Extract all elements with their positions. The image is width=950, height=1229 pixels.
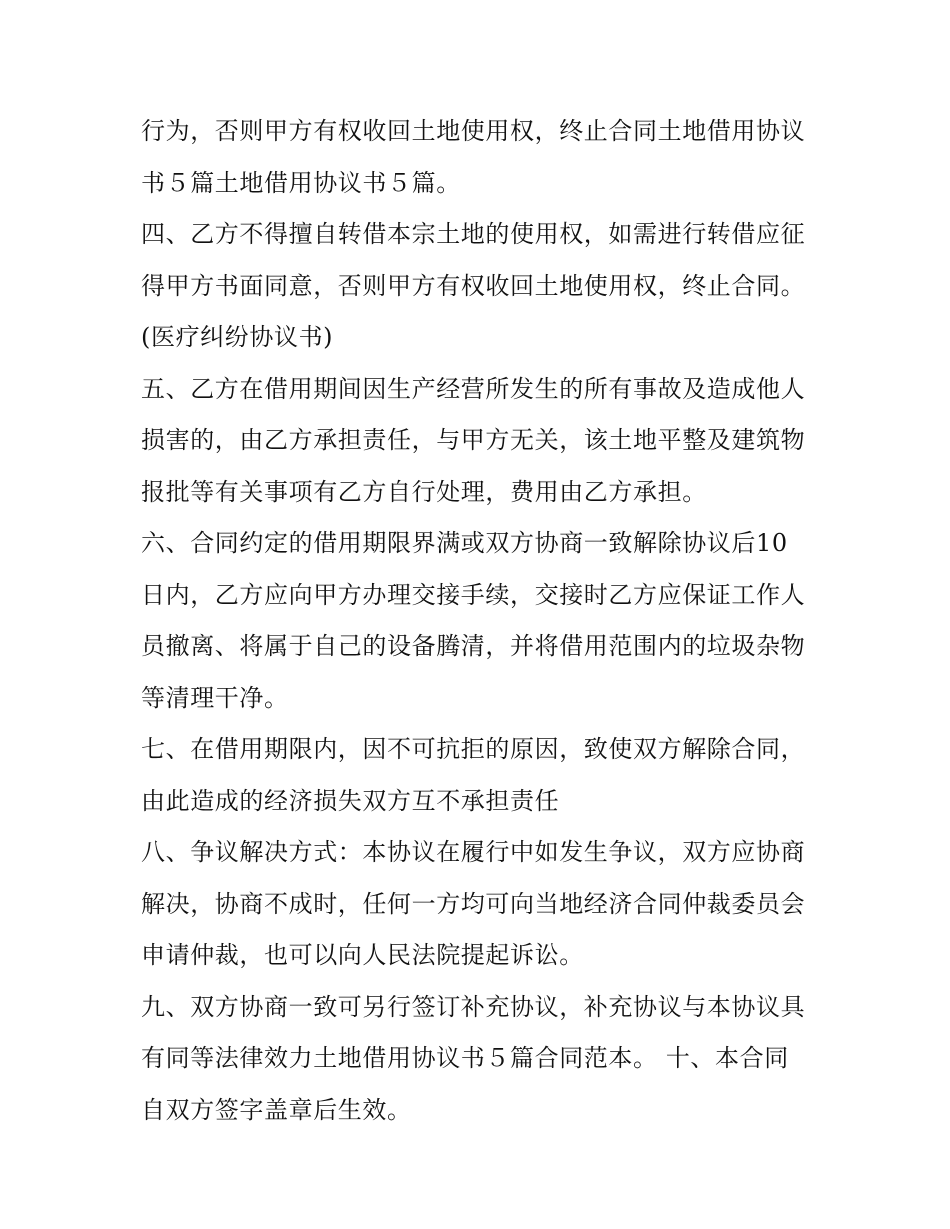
text-line: 九、双方协商一致可另行签订补充协议，补充协议与本协议具: [141, 992, 806, 1021]
text-line: 由此造成的经济损失双方互不承担责任: [141, 786, 560, 815]
text-line: 有同等法律效力土地借用协议书５篇合同范本。 十、本合同: [141, 1044, 789, 1072]
text-line: 六、合同约定的借用期限界满或双方协商一致解除协议后10: [141, 529, 788, 557]
text-line: 报批等有关事项有乙方自行处理，费用由乙方承担。: [141, 477, 707, 506]
text-line: 损害的，由乙方承担责任，与甲方无关，该土地平整及建筑物: [141, 426, 806, 454]
text-line: 四、乙方不得擅自转借本宗土地的使用权，如需进行转借应征: [141, 220, 806, 248]
text-line: 七、在借用期限内，因不可抗拒的原因，致使双方解除合同，: [141, 735, 806, 763]
text-line: 申请仲裁，也可以向人民法院提起诉讼。: [141, 941, 584, 969]
document-body: [141, 106, 821, 1136]
text-line: 行为，否则甲方有权收回土地使用权，终止合同土地借用协议: [141, 117, 806, 145]
text-line: 员撤离、将属于自己的设备腾清，并将借用范围内的垃圾杂物: [141, 632, 806, 660]
text-line: 等清理干净。: [141, 683, 289, 712]
text-line: 五、乙方在借用期间因生产经营所发生的所有事故及造成他人: [141, 374, 806, 403]
text-line: 日内，乙方应向甲方办理交接手续，交接时乙方应保证工作人: [141, 580, 806, 609]
text-line: 得甲方书面同意，否则甲方有权收回土地使用权，终止合同。: [141, 271, 806, 300]
text-line: (医疗纠纷协议书): [141, 323, 334, 351]
text-line: 自双方签字盖章后生效。: [141, 1095, 412, 1124]
text-line: 解决，协商不成时，任何一方均可向当地经济合同仲裁委员会: [141, 889, 806, 918]
text-line: 八、争议解决方式：本协议在履行中如发生争议，双方应协商: [141, 838, 806, 866]
text-line: 书５篇土地借用协议书５篇。: [141, 168, 461, 197]
